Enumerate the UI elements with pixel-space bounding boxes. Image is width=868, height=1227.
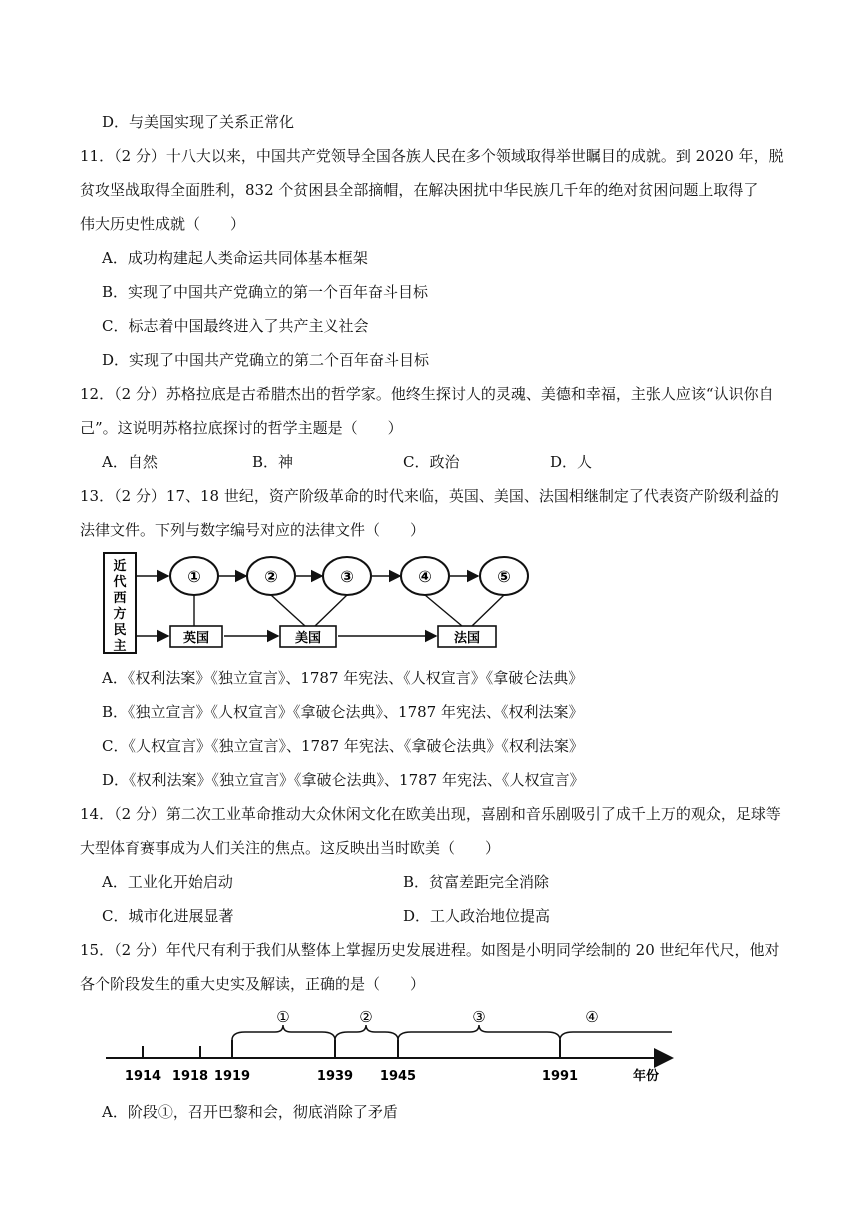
q14-option-d: D．工人政治地位提高 [403, 907, 551, 925]
stage-label-1: ① [276, 1010, 290, 1026]
year-label: 1918 [171, 1069, 209, 1084]
q14-option-b: B．贫富差距完全消除 [403, 873, 550, 891]
q11-option-d: D．实现了中国共产党确立的第二个百年奋斗目标 [102, 351, 430, 369]
country-label-uk: 英国 [182, 631, 210, 646]
year-label: 1945 [379, 1069, 417, 1084]
q11-stem-line2: 贫攻坚战取得全面胜利，832 个贫困县全部摘帽，在解决困扰中华民族几千年的绝对贫困问题上取得了 [80, 181, 759, 199]
node-label-3: ③ [340, 567, 354, 586]
q12-stem-line2: 己”。这说明苏格拉底探讨的哲学主题是（ ） [80, 419, 403, 437]
q12-option-a: A．自然 [102, 453, 158, 471]
q15-stem-line2: 各个阶段发生的重大史实及解读，正确的是（ ） [80, 975, 426, 993]
side-label-char: 主 [113, 639, 127, 654]
q13-stem-line2: 法律文件。下列与数字编号对应的法律文件（ ） [80, 521, 426, 539]
q11-stem-line3: 伟大历史性成就（ ） [80, 215, 246, 233]
q13-stem-line1: 13．（2 分）17、18 世纪，资产阶级革命的时代来临，英国、美国、法国相继制定了代表资产阶级利益的 [80, 487, 779, 505]
year-label: 1991 [541, 1069, 579, 1084]
stage-label-3: ③ [472, 1010, 486, 1026]
side-label-char: 西 [113, 591, 127, 606]
q13-option-a: A．《权利法案》《独立宣言》、1787 年宪法、《人权宣言》《拿破仑法典》 [102, 669, 584, 687]
q15-stem-line1: 15．（2 分）年代尺有利于我们从整体上掌握历史发展进程。如图是小明同学绘制的 20 世纪年代尺，他对 [80, 941, 780, 959]
q13-flow-diagram [100, 550, 540, 660]
year-label: 1919 [213, 1069, 251, 1084]
q13-option-d: D．《权利法案》《独立宣言》《拿破仑法典》、1787 年宪法、《人权宣言》 [102, 771, 585, 789]
node-label-4: ④ [418, 567, 432, 586]
side-label-char: 近 [113, 559, 127, 574]
q12-option-d: D．人 [550, 453, 593, 471]
stage-label-2: ② [359, 1010, 373, 1026]
q14-option-a: A．工业化开始启动 [102, 873, 233, 891]
node-label-2: ② [264, 567, 278, 586]
q11-option-a: A．成功构建起人类命运共同体基本框架 [102, 249, 368, 267]
q15-option-a: A．阶段①，召开巴黎和会，彻底消除了矛盾 [102, 1103, 398, 1121]
q11-stem-line1: 11．（2 分）十八大以来，中国共产党领导全国各族人民在多个领域取得举世瞩目的成就。到 2020 年，脱 [80, 147, 784, 165]
q14-stem-line2: 大型体育赛事成为人们关注的焦点。这反映出当时欧美（ ） [80, 839, 501, 857]
q13-option-c: C．《人权宣言》《独立宣言》、1787 年宪法、《拿破仑法典》《权利法案》 [102, 737, 584, 755]
side-label-char: 方 [113, 607, 127, 622]
year-label: 1939 [316, 1069, 354, 1084]
q14-stem-line1: 14．（2 分）第二次工业革命推动大众休闲文化在欧美出现，喜剧和音乐剧吸引了成千上万的观众，足球等 [80, 805, 781, 823]
node-label-5: ⑤ [497, 567, 511, 586]
q15-timeline [100, 1010, 700, 1090]
stage-label-4: ④ [585, 1010, 599, 1026]
side-label-char: 代 [113, 575, 127, 590]
q10-option-d: D．与美国实现了关系正常化 [102, 113, 295, 131]
node-label-1: ① [187, 567, 201, 586]
q11-option-c: C．标志着中国最终进入了共产主义社会 [102, 317, 369, 335]
side-label-char: 民 [113, 623, 127, 638]
country-label-us: 美国 [294, 631, 322, 646]
country-label-fr: 法国 [453, 631, 481, 646]
year-label: 1914 [124, 1069, 162, 1084]
q11-option-b: B．实现了中国共产党确立的第一个百年奋斗目标 [102, 283, 429, 301]
axis-label: 年份 [632, 1069, 660, 1084]
q14-option-c: C．城市化进展显著 [102, 907, 234, 925]
q13-option-b: B．《独立宣言》《人权宣言》《拿破仑法典》、1787 年宪法、《权利法案》 [102, 703, 584, 721]
q12-option-b: B．神 [252, 453, 294, 471]
q12-stem-line1: 12．（2 分）苏格拉底是古希腊杰出的哲学家。他终生探讨人的灵魂、美德和幸福，主张人应该“认识你自 [80, 385, 774, 403]
q12-option-c: C．政治 [403, 453, 460, 471]
